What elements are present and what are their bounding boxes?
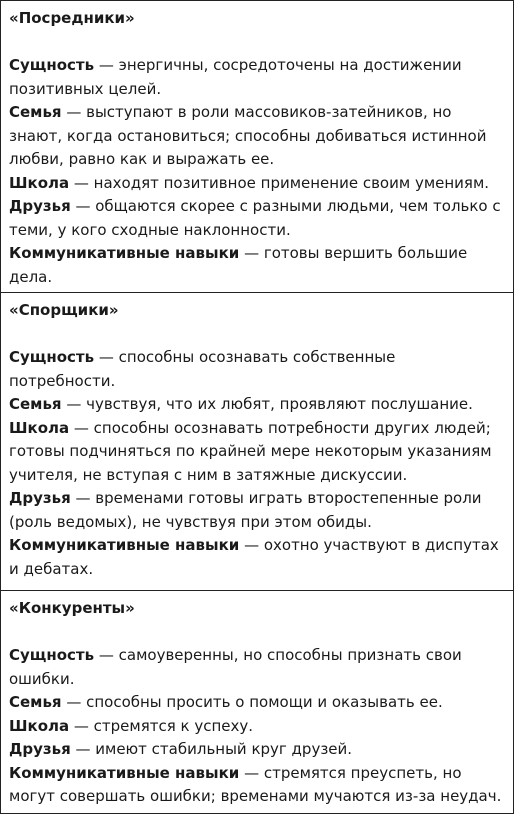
trait-row-friends xyxy=(9,487,505,534)
trait-term: Семья xyxy=(9,103,62,121)
trait-text: — способны осознавать потребности других людей; готовы подчиняться по крайней мере некоторым указаниям учителя, не вступая с ним в затяжные дискуссии. xyxy=(9,418,492,484)
trait-row-communication xyxy=(9,762,505,809)
section-competitors xyxy=(1,591,513,814)
trait-row-essence xyxy=(9,644,505,691)
trait-text: — способны осознавать собственные потребности. xyxy=(9,348,396,390)
trait-row-school xyxy=(9,715,505,739)
trait-text: — стремятся к успеху. xyxy=(69,716,254,735)
trait-row-family xyxy=(9,393,505,417)
trait-text: — способны просить о помощи и оказывать ее. xyxy=(61,693,443,711)
trait-term: Коммуникативные навыки xyxy=(9,536,240,554)
trait-term: Школа xyxy=(9,716,70,735)
trait-row-communication xyxy=(9,534,505,581)
trait-term: Семья xyxy=(9,693,62,711)
trait-row-essence xyxy=(9,54,505,101)
trait-text: — охотно участвуют в диспутах и дебатах. xyxy=(9,536,499,578)
trait-text: — чувствуя, что их любят, проявляют послушание. xyxy=(61,395,473,413)
trait-term: Школа xyxy=(9,418,70,437)
trait-term: Коммуникативные навыки xyxy=(9,244,240,262)
section-title: «Конкуренты» xyxy=(9,599,135,617)
trait-term: Семья xyxy=(9,395,62,413)
trait-text: — стремятся преуспеть, но могут совершать ошибки; временами мучаются из-за неудач. xyxy=(9,763,502,805)
section-title: «Спорщики» xyxy=(9,301,119,319)
trait-text: — общаются скорее с разными людьми, чем только с теми, у кого сходные наклонности. xyxy=(9,197,501,239)
trait-term: Друзья xyxy=(9,489,71,507)
trait-text: — имеют стабильный круг друзей. xyxy=(70,740,353,758)
trait-text: — энергичны, сосредоточены на достижении позитивных целей. xyxy=(9,56,462,98)
trait-text: — готовы вершить большие дела. xyxy=(9,244,468,286)
trait-text: — самоуверенны, но способны признать свои ошибки. xyxy=(9,646,462,688)
trait-term: Друзья xyxy=(9,740,71,758)
trait-text: — выступают в роли массовиков-затейников, но знают, когда остановиться; способны добиваться истинной любви, равно как и выражать ее. xyxy=(9,103,487,168)
trait-row-family xyxy=(9,691,505,715)
trait-row-family xyxy=(9,101,505,172)
section-mediators xyxy=(1,1,513,293)
trait-term: Школа xyxy=(9,173,70,192)
trait-row-school xyxy=(9,172,505,196)
trait-term: Сущность xyxy=(9,56,95,74)
trait-term: Коммуникативные навыки xyxy=(9,763,240,782)
trait-term: Сущность xyxy=(9,348,95,366)
section-debaters xyxy=(1,293,513,591)
section-title: «Посредники» xyxy=(9,9,135,27)
trait-row-school xyxy=(9,417,505,488)
trait-text: — временами готовы играть второстепенные роли (роль ведомых), не чувствуя при этом обиды. xyxy=(9,489,482,531)
trait-term: Сущность xyxy=(9,646,95,664)
trait-row-friends xyxy=(9,738,505,762)
trait-text: — находят позитивное применение своим умениям. xyxy=(69,173,490,192)
trait-term: Друзья xyxy=(9,197,71,215)
trait-row-friends xyxy=(9,195,505,242)
trait-row-essence xyxy=(9,346,505,393)
trait-row-communication xyxy=(9,242,505,289)
